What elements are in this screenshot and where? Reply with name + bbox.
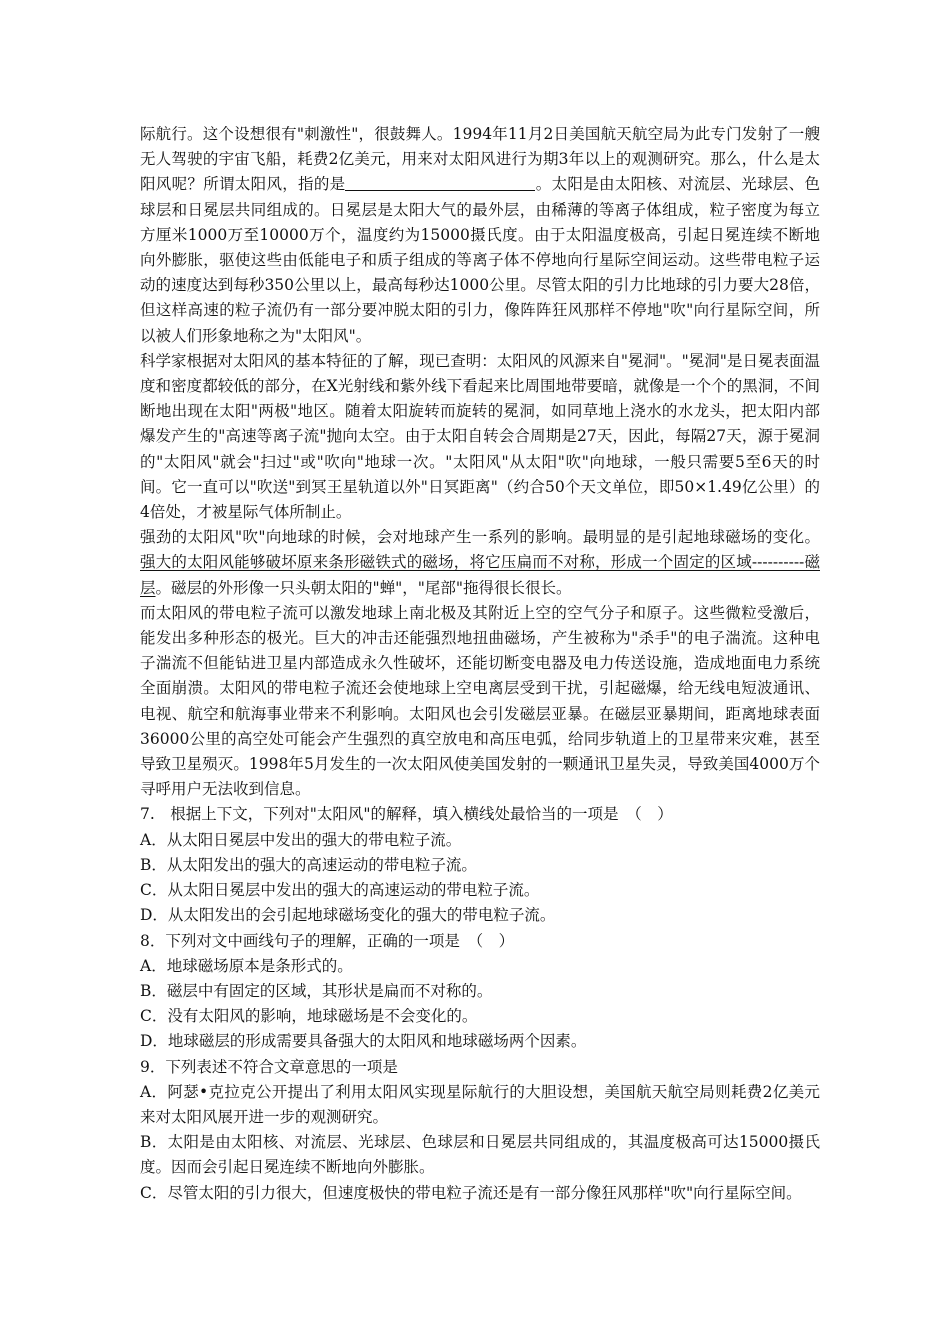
passage-paragraph-2: 科学家根据对太阳风的基本特征的了解，现已查明：太阳风的风源来自"冕洞"。"冕洞"是日冕表面温度和密度都较低的部分，在X光射线和紫外线下看起来比周围地带要暗，就像是一个个的黑洞，不间断地出现在太阳"两极"地区。随着太阳旋转而旋转的冕洞，如同草地上浇水的水龙头，把太阳内部爆发产生的"高速等离子流"抛向太空。由于太阳自转会合周期是27天，因此，每隔27天，源于冕洞的"太阳风"就会"扫过"或"吹向"地球一次。"太阳风"从太阳"吹"向地球，一般只需要5至6天的时间。它一直可以"吹送"到冥王星轨道以外"日冥距离"（约合50个天文单位，即50×1.49亿公里）的4倍处，才被星际气体所制止。	[140, 351, 820, 522]
question-8-option-d: D．地球磁层的形成需要具备强大的太阳风和地球磁场两个因素。	[140, 1032, 587, 1051]
paragraph-1-text: 际航行。这个设想很有"刺激性"，很鼓舞人。1994年11月2日美国航天航空局为此专门发射了一艘无人驾驶的宇宙飞船，耗费2亿美元，用来对太阳风进行为期3年以上的观测研究。那么，什么是太阳风呢？所谓太阳风，指的是	[140, 125, 820, 194]
answer-blank	[345, 174, 535, 191]
document-page	[140, 122, 820, 1206]
question-8-stem: 8．下列对文中画线句子的理解，正确的一项是 （ ）	[140, 931, 515, 950]
question-7-option-a: A．从太阳日冕层中发出的强大的带电粒子流。	[140, 830, 462, 849]
question-7-stem: 7. 根据上下文，下列对"太阳风"的解释，填入横线处最恰当的一项是 （ ）	[140, 805, 673, 824]
paragraph-3-text-cont: 。磁层的外形像一只头朝太阳的"蝉"，"尾部"拖得很长很长。	[155, 578, 572, 597]
question-8-option-a: A．地球磁场原本是条形式的。	[140, 956, 353, 975]
underlined-sentence: 强大的太阳风能够破坏原来条形磁铁式的磁场，将它压扁而不对称，形成一个固定的区域----------磁层	[140, 553, 820, 597]
question-7-option-b: B．从太阳发出的强大的高速运动的带电粒子流。	[140, 855, 477, 874]
passage-paragraph-3	[140, 525, 820, 601]
passage-paragraph-1	[140, 122, 820, 349]
question-9-stem: 9．下列表述不符合文章意思的一项是	[140, 1057, 398, 1076]
paragraph-1-text-cont: 。太阳是由太阳核、对流层、光球层、色球层和日冕层共同组成的。日冕层是太阳大气的最外层，由稀薄的等离子体组成，粒子密度为每立方厘米1000万至10000万个，温度约为15000摄氏度。由于太阳温度极高，引起日冕连续不断地向外膨胀，驱使这些由低能电子和质子组成的等离子体不停地向行星际空间运动。这些带电粒子运动的速度达到每秒350公里以上，最高每秒达1000公里。尽管太阳的引力比地球的引力要大28倍，但这样高速的粒子流仍有一部分要冲脱太阳的引力，像阵阵狂风那样不停地"吹"向行星际空间，所以被人们形象地称之为"太阳风"。	[140, 175, 820, 345]
passage-paragraph-4: 而太阳风的带电粒子流可以激发地球上南北极及其附近上空的空气分子和原子。这些微粒受激后，能发出多种形态的极光。巨大的冲击还能强烈地扭曲磁场，产生被称为"杀手"的电子湍流。这种电子湍流不但能钻进卫星内部造成永久性破坏，还能切断变电器及电力传送设施，造成地面电力系统全面崩溃。太阳风的带电粒子流还会使地球上空电离层受到干扰，引起磁爆，给无线电短波通讯、电视、航空和航海事业带来不利影响。太阳风也会引发磁层亚暴。在磁层亚暴期间，距离地球表面36000公里的高空处可能会产生强烈的真空放电和高压电弧，给同步轨道上的卫星带来灾难，甚至导致卫星殒灭。1998年5月发生的一次太阳风使美国发射的一颗通讯卫星失灵，导致美国4000万个寻呼用户无法收到信息。	[140, 603, 820, 799]
question-7-option-c: C．从太阳日冕层中发出的强大的高速运动的带电粒子流。	[140, 881, 540, 900]
question-8-option-c: C．没有太阳风的影响，地球磁场是不会变化的。	[140, 1007, 478, 1026]
question-9-option-c: C．尽管太阳的引力很大，但速度极快的带电粒子流还是有一部分像狂风那样"吹"向行星际空间。	[140, 1183, 802, 1202]
question-9-option-a: A．阿瑟•克拉克公开提出了利用太阳风实现星际航行的大胆设想，美国航天航空局则耗费2亿美元来对太阳风展开进一步的观测研究。	[140, 1082, 820, 1126]
question-9-option-b: B．太阳是由太阳核、对流层、光球层、色球层和日冕层共同组成的，其温度极高可达15000摄氏度。因而会引起日冕连续不断地向外膨胀。	[140, 1133, 820, 1177]
question-8-option-b: B．磁层中有固定的区域，其形状是扁而不对称的。	[140, 981, 493, 1000]
paragraph-3-text: 强劲的太阳风"吹"向地球的时候，会对地球产生一系列的影响。最明显的是引起地球磁场的变化。	[140, 528, 820, 547]
question-7-option-d: D．从太阳发出的会引起地球磁场变化的强大的带电粒子流。	[140, 906, 556, 925]
